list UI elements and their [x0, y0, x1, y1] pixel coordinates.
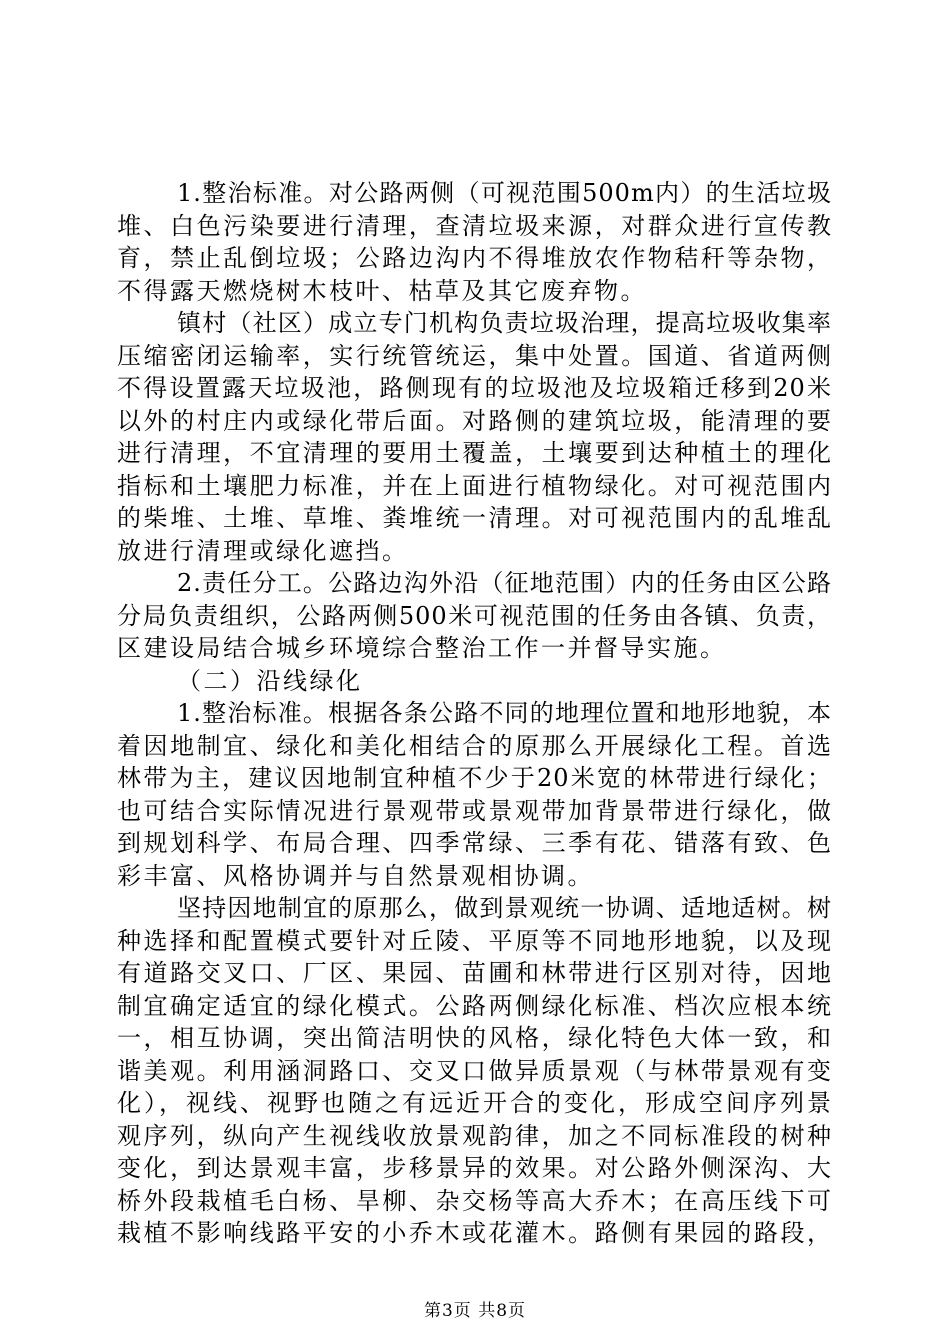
paragraph-greening-standard [117, 697, 832, 892]
text-line: 以外的村庄内或绿化带后面。对路侧的建筑垃圾，能清理的要 [117, 406, 832, 435]
text-line: 区建设局结合城乡环境综合整治工作一并督导实施。 [117, 634, 727, 662]
text-line: 种选择和配置模式要针对丘陵、平原等不同地形地貌，以及现 [117, 926, 832, 955]
text-line: 放进行清理或绿化遮挡。 [117, 536, 409, 565]
text-line: 化），视线、视野也随之有远近开合的变化，形成空间序列景 [117, 1089, 832, 1117]
text-line: 桥外段栽植毛白杨、旱柳、杂交杨等高大乔木；在高压线下可 [117, 1186, 832, 1215]
text-line: 镇村（社区）成立专门机构负责垃圾治理，提高垃圾收集率 [177, 309, 832, 337]
text-line: 指标和土壤肥力标准，并在上面进行植物绿化。对可视范围内 [117, 471, 832, 500]
section-heading: （二）沿线绿化 [177, 666, 363, 695]
text-line: 2.责任分工。公路边沟外沿（征地范围）内的任务由区公路 [177, 569, 832, 597]
paragraph-garbage-standard [117, 177, 832, 307]
text-line: 有道路交叉口、厂区、果园、苗圃和林带进行区别对待，因地 [117, 959, 832, 987]
text-line: 彩丰富、风格协调并与自然景观相协调。 [117, 861, 594, 890]
text-line: 着因地制宜、绿化和美化相结合的原那么开展绿化工程。首选 [117, 731, 832, 760]
text-line: 到规划科学、布局合理、四季常绿、三季有花、错落有致、色 [117, 829, 832, 857]
text-line: 也可结合实际情况进行景观带或景观带加背景带进行绿化，做 [117, 796, 832, 825]
text-line: 栽植不影响线路平安的小乔木或花灌木。路侧有果园的路段， [117, 1219, 832, 1247]
text-line: 的柴堆、土堆、草堆、粪堆统一清理。对可视范围内的乱堆乱 [117, 504, 832, 532]
text-line: 坚持因地制宜的原那么，做到景观统一协调、适地适树。树 [177, 894, 832, 922]
page-number-footer: 第3页 共8页 [423, 1301, 527, 1321]
text-line: 压缩密闭运输率，实行统管统运，集中处置。国道、省道两侧 [117, 341, 832, 370]
text-line: 不得设置露天垃圾池，路侧现有的垃圾池及垃圾箱迁移到20米 [117, 374, 832, 402]
text-line: 1.整治标准。根据各条公路不同的地理位置和地形地貌，本 [177, 699, 832, 727]
text-line: 分局负责组织，公路两侧500米可视范围的任务由各镇、负责， [117, 601, 832, 630]
text-line: 变化，到达景观丰富，步移景异的效果。对公路外侧深沟、大 [117, 1154, 832, 1182]
text-line: 谐美观。利用涵洞路口、交叉口做异质景观（与林带景观有变 [117, 1056, 832, 1085]
text-line: 进行清理，不宜清理的要用土覆盖，土壤要到达种植土的理化 [117, 439, 832, 467]
text-line: 育，禁止乱倒垃圾；公路边沟内不得堆放农作物秸秆等杂物， [117, 244, 832, 272]
text-line: 观序列，纵向产生视线收放景观韵律，加之不同标准段的树种 [117, 1121, 832, 1150]
text-line: 1.整治标准。对公路两侧（可视范围500m内）的生活垃圾 [177, 179, 832, 207]
text-line: 制宜确定适宜的绿化模式。公路两侧绿化标准、档次应根本统 [117, 991, 832, 1020]
paragraph-responsibility [117, 567, 832, 665]
document-body [117, 177, 832, 1250]
text-line: 不得露天燃烧树木枝叶、枯草及其它废弃物。 [117, 276, 647, 305]
text-line: 一，相互协调，突出简洁明快的风格，绿化特色大体一致，和 [117, 1024, 832, 1052]
text-line: 林带为主，建议因地制宜种植不少于20米宽的林带进行绿化； [117, 764, 832, 792]
paragraph-greening-principle [117, 892, 832, 1250]
paragraph-garbage-management [117, 307, 832, 567]
text-line: 堆、白色污染要进行清理，查清垃圾来源，对群众进行宣传教 [117, 211, 832, 240]
